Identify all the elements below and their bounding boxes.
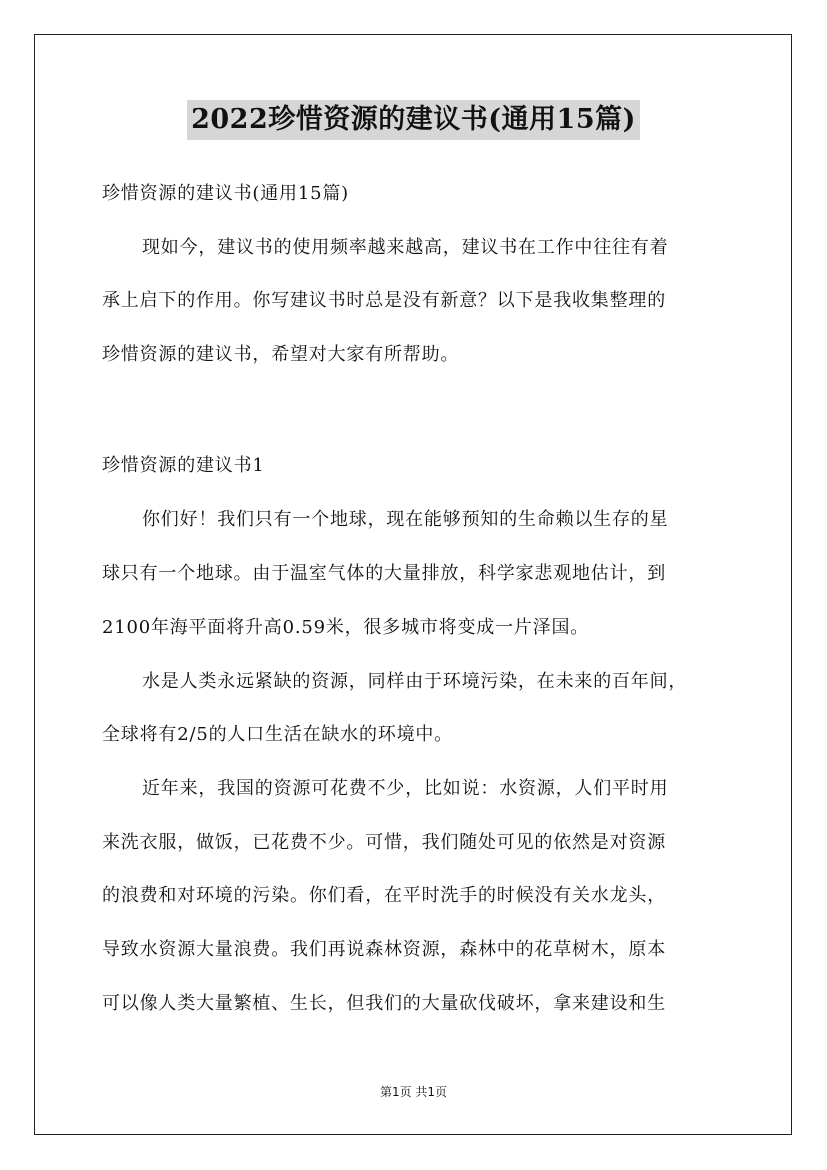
paragraph-line: 全球将有2/5的人口生活在缺水的环境中。 — [102, 724, 453, 745]
subtitle-line: 珍惜资源的建议书(通用15篇) — [102, 183, 349, 204]
title-container — [0, 100, 827, 140]
paragraph-line: 承上启下的作用。你写建议书时总是没有新意？以下是我收集整理的 — [102, 290, 666, 311]
paragraph-line: 2100年海平面将升高0.59米，很多城市将变成一片泽国。 — [102, 617, 590, 638]
paragraph-line: 你们好！我们只有一个地球，现在能够预知的生命赖以生存的星 — [142, 509, 669, 530]
paragraph-line: 现如今，建议书的使用频率越来越高，建议书在工作中往往有着 — [142, 237, 669, 258]
paragraph-line: 的浪费和对环境的污染。你们看，在平时洗手的时候没有关水龙头， — [102, 885, 666, 906]
paragraph-line: 近年来，我国的资源可花费不少，比如说：水资源，人们平时用 — [142, 778, 669, 799]
paragraph-line: 导致水资源大量浪费。我们再说森林资源，森林中的花草树木，原本 — [102, 939, 666, 960]
paragraph-line: 可以像人类大量繁植、生长，但我们的大量砍伐破坏，拿来建设和生 — [102, 993, 666, 1014]
section-heading: 珍惜资源的建议书1 — [102, 455, 265, 476]
paragraph-line: 来洗衣服，做饭，已花费不少。可惜，我们随处可见的依然是对资源 — [102, 832, 666, 853]
paragraph-line: 球只有一个地球。由于温室气体的大量排放，科学家悲观地估计，到 — [102, 563, 666, 584]
page-footer: 第1页 共1页 — [379, 1085, 448, 1099]
paragraph-line: 水是人类永远紧缺的资源，同样由于环境污染，在未来的百年间， — [142, 671, 688, 692]
paragraph-line: 珍惜资源的建议书，希望对大家有所帮助。 — [102, 344, 460, 365]
document-title: 2022珍惜资源的建议书(通用15篇) — [187, 100, 640, 140]
